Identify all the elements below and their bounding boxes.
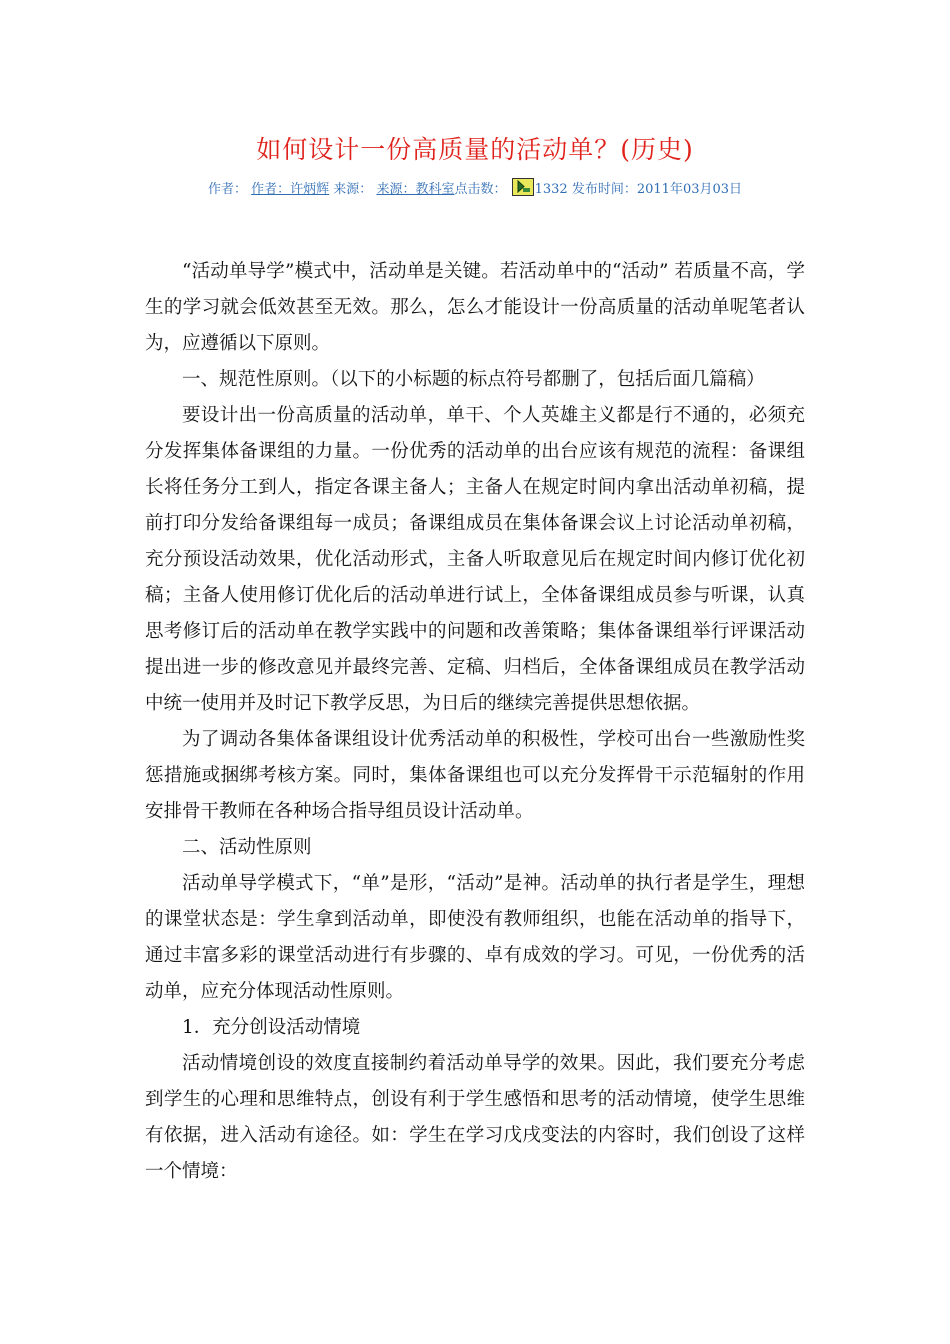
click-counter-icon [512, 178, 534, 196]
clicks-count: 1332 [534, 182, 568, 197]
date-label: 发布时间： [571, 182, 637, 197]
source-label: 来源： [333, 182, 373, 197]
clicks-label: 点击数： [454, 182, 507, 197]
paragraph: “活动单导学”模式中，活动单是关键。若活动单中的“活动” 若质量不高，学生的学习就会低效甚至无效。那么，怎么才能设计一份高质量的活动单呢笔者认为，应遵循以下原则。 [145, 261, 805, 354]
paragraph: 为了调动各集体备课组设计优秀活动单的积极性，学校可出台一些激励性奖惩措施或捆绑考核方案。同时，集体备课组也可以充分发挥骨干示范辐射的作用安排骨干教师在各种场合指导组员设计活动单。 [145, 729, 805, 822]
publish-date: 2011年03月03日 [636, 182, 743, 197]
paragraph: 要设计出一份高质量的活动单，单干、个人英雄主义都是行不通的，必须充分发挥集体备课组的力量。一份优秀的活动单的出台应该有规范的流程：备课组长将任务分工到人，指定各课主备人；主备人在规定时间内拿出活动单初稿，提前打印分发给备课组每一成员；备课组成员在集体备课会议上讨论活动单初稿，充分预设活动效果，优化活动形式，主备人听取意见后在规定时间内修订优化初稿；主备人使用修订优化后的活动单进行试上，全体备课组成员参与听课，认真思考修订后的活动单在教学实践中的问题和改善策略；集体备课组举行评课活动提出进一步的修改意见并最终完善、定稿、归档后，全体备课组成员在教学活动中统一使用并及时记下教学反思，为日后的继续完善提供思想依据。 [145, 405, 805, 714]
article-title: 如何设计一份高质量的活动单？(历史) [256, 135, 694, 164]
paragraph: 活动单导学模式下，“单”是形，“活动”是神。活动单的执行者是学生，理想的课堂状态是：学生拿到活动单，即使没有教师组织，也能在活动单的指导下，通过丰富多彩的课堂活动进行有步骤的、卓有成效的学习。可见，一份优秀的活动单，应充分体现活动性原则。 [145, 873, 805, 1002]
source-link[interactable]: 来源：教科室 [376, 182, 455, 197]
paragraph: 活动情境创设的效度直接制约着活动单导学的效果。因此，我们要充分考虑到学生的心理和思维特点，创设有利于学生感悟和思考的活动情境，使学生思维有依据，进入活动有途径。如：学生在学习戊戌变法的内容时，我们创设了这样一个情境： [145, 1053, 805, 1182]
subsection-heading: 1．充分创设活动情境 [182, 1017, 361, 1038]
article-meta [0, 178, 950, 197]
author-label: 作者： [207, 182, 247, 197]
author-link[interactable]: 作者：许炳辉 [251, 182, 330, 197]
section-heading: 二、活动性原则 [182, 837, 312, 858]
section-heading: 一、规范性原则。（以下的小标题的标点符号都删了，包括后面几篇稿） [182, 369, 765, 390]
article-body [145, 254, 805, 1190]
